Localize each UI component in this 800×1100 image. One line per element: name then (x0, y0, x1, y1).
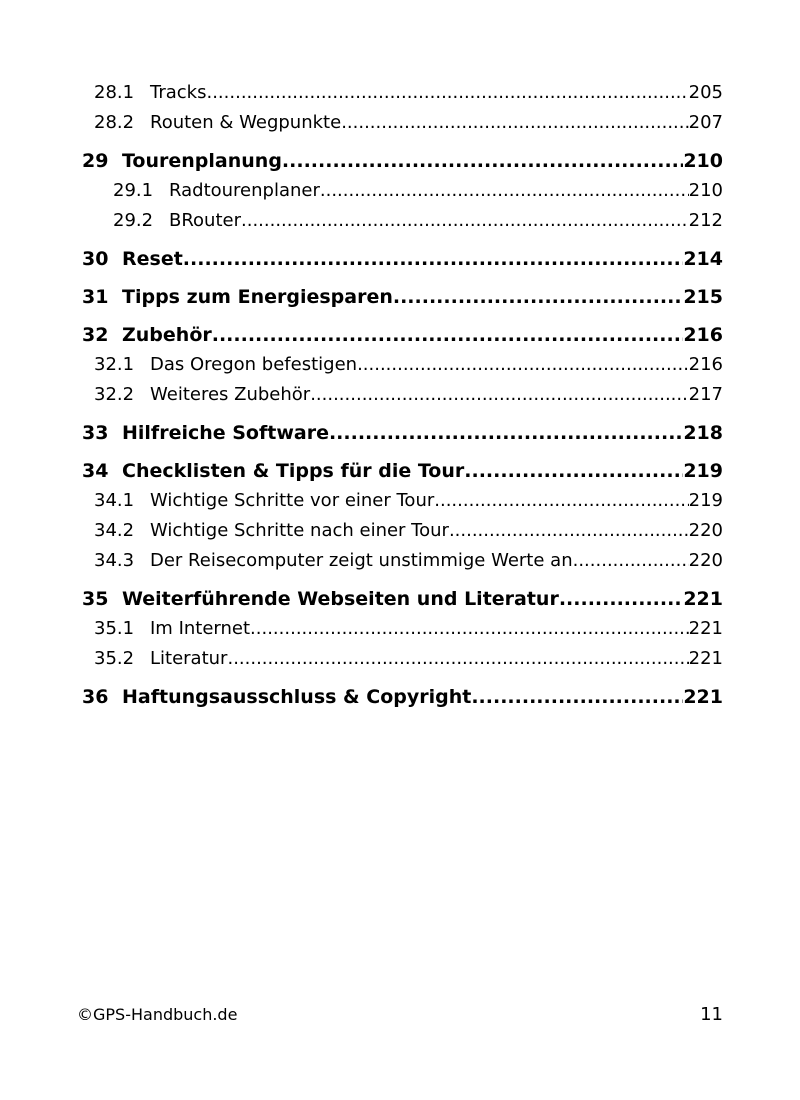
toc-entry-title: Wichtige Schritte nach einer Tour (150, 520, 449, 541)
toc-section-entry[interactable] (82, 380, 723, 410)
toc-section-entry[interactable] (82, 78, 723, 108)
toc-entry-number: 28.2 (94, 112, 135, 133)
toc-section-entry[interactable] (82, 644, 723, 674)
toc-chapter-entry[interactable] (82, 456, 723, 486)
toc-entry-page: 210 (688, 180, 723, 201)
toc-entry-number: 33 (82, 422, 109, 444)
toc-entry-number: 30 (82, 248, 109, 270)
dot-leader (341, 108, 688, 138)
toc-entry-page: 220 (688, 550, 723, 571)
toc-entry-number: 34 (82, 460, 109, 482)
dot-leader (227, 644, 688, 674)
toc-entry-number: 32.2 (94, 384, 135, 405)
toc-entry-title: Weiteres Zubehör (150, 384, 311, 405)
toc-entry-number: 35.1 (94, 618, 135, 639)
toc-entry-page: 221 (683, 588, 723, 610)
toc-section-entry[interactable] (82, 486, 723, 516)
toc-entry-number: 35 (82, 588, 109, 610)
dot-leader (449, 516, 689, 546)
toc-entry-page: 218 (683, 422, 723, 444)
copyright-notice: ©GPS-Handbuch.de (77, 1005, 238, 1024)
dot-leader (212, 320, 684, 350)
dot-leader (320, 176, 689, 206)
toc-section-entry[interactable] (82, 546, 723, 576)
dot-leader (393, 282, 683, 312)
toc-entry-title: Haftungsausschluss & Copyright (122, 686, 472, 708)
toc-entry-title: Das Oregon befestigen (150, 354, 358, 375)
dot-leader (464, 456, 683, 486)
toc-entry-title: Tipps zum Energiesparen (122, 286, 393, 308)
toc-entry-title: Im Internet (150, 618, 251, 639)
toc-entry-title: Tourenplanung (122, 150, 282, 172)
toc-entry-number: 29.2 (113, 210, 154, 231)
toc-entry-title: Radtourenplaner (169, 180, 320, 201)
toc-entry-title: Checklisten & Tipps für die Tour (122, 460, 465, 482)
toc-section-entry[interactable] (82, 206, 723, 236)
toc-entry-number: 29.1 (113, 180, 154, 201)
toc-entry-title: Hilfreiche Software (122, 422, 329, 444)
dot-leader (206, 78, 688, 108)
toc-entry-number: 28.1 (94, 82, 135, 103)
page-footer (77, 1004, 723, 1028)
toc-entry-page: 207 (688, 112, 723, 133)
toc-entry-page: 219 (683, 460, 723, 482)
dot-leader (282, 146, 683, 176)
toc-entry-page: 216 (688, 354, 723, 375)
toc-entry-number: 36 (82, 686, 109, 708)
dot-leader (434, 486, 688, 516)
toc-section-entry[interactable] (82, 108, 723, 138)
toc-entry-number: 32.1 (94, 354, 135, 375)
toc-chapter-entry[interactable] (82, 584, 723, 614)
toc-entry-title: Routen & Wegpunkte (150, 112, 342, 133)
toc-entry-title: Literatur (150, 648, 228, 669)
dot-leader (573, 546, 689, 576)
table-of-contents (82, 78, 723, 712)
toc-chapter-entry[interactable] (82, 146, 723, 176)
toc-entry-page: 215 (683, 286, 723, 308)
toc-entry-title: Der Reisecomputer zeigt unstimmige Werte an (150, 550, 573, 571)
toc-section-entry[interactable] (82, 350, 723, 380)
toc-chapter-entry[interactable] (82, 244, 723, 274)
toc-entry-number: 31 (82, 286, 109, 308)
dot-leader (241, 206, 689, 236)
dot-leader (559, 584, 683, 614)
toc-entry-number: 34.3 (94, 550, 135, 571)
toc-entry-page: 205 (688, 82, 723, 103)
dot-leader (471, 682, 683, 712)
toc-section-entry[interactable] (82, 176, 723, 206)
toc-entry-page: 221 (683, 686, 723, 708)
toc-entry-title: Wichtige Schritte vor einer Tour (150, 490, 435, 511)
toc-entry-title: Tracks (150, 82, 207, 103)
toc-chapter-entry[interactable] (82, 320, 723, 350)
toc-entry-page: 221 (688, 618, 723, 639)
toc-entry-page: 219 (688, 490, 723, 511)
toc-entry-number: 34.1 (94, 490, 135, 511)
dot-leader (310, 380, 688, 410)
toc-section-entry[interactable] (82, 516, 723, 546)
toc-entry-number: 35.2 (94, 648, 135, 669)
page-number: 11 (700, 1004, 723, 1025)
toc-chapter-entry[interactable] (82, 418, 723, 448)
toc-entry-title: Weiterführende Webseiten und Literatur (122, 588, 559, 610)
toc-entry-page: 221 (688, 648, 723, 669)
dot-leader (357, 350, 689, 380)
toc-chapter-entry[interactable] (82, 282, 723, 312)
toc-entry-number: 32 (82, 324, 109, 346)
dot-leader (183, 244, 684, 274)
toc-entry-page: 217 (688, 384, 723, 405)
toc-section-entry[interactable] (82, 614, 723, 644)
toc-entry-title: BRouter (169, 210, 241, 231)
toc-entry-page: 210 (683, 150, 723, 172)
toc-entry-title: Zubehör (122, 324, 212, 346)
toc-entry-page: 212 (688, 210, 723, 231)
toc-entry-page: 220 (688, 520, 723, 541)
toc-entry-number: 34.2 (94, 520, 135, 541)
toc-entry-title: Reset (122, 248, 183, 270)
dot-leader (250, 614, 689, 644)
toc-entry-page: 214 (683, 248, 723, 270)
toc-entry-number: 29 (82, 150, 109, 172)
dot-leader (329, 418, 683, 448)
toc-chapter-entry[interactable] (82, 682, 723, 712)
toc-entry-page: 216 (683, 324, 723, 346)
